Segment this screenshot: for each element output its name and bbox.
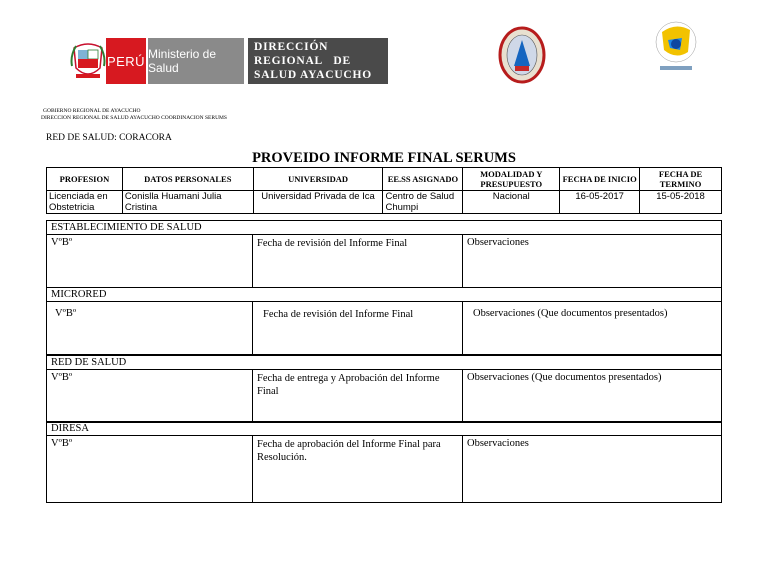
- fecha-field: Fecha de revisión del Informe Final: [253, 235, 463, 287]
- section-title: RED DE SALUD: [47, 356, 721, 370]
- header-datos-personales: DATOS PERSONALES: [122, 168, 253, 191]
- table-row: [47, 191, 722, 214]
- cell-modalidad: Nacional: [463, 191, 560, 214]
- header-universidad: UNIVERSIDAD: [253, 168, 383, 191]
- regional-emblem-icon: [497, 26, 547, 84]
- header-fecha-termino: FECHA DE TERMINO: [640, 168, 722, 191]
- section-title: MICRORED: [47, 288, 721, 302]
- vb-field: VºBº: [47, 235, 253, 287]
- section-microred: [46, 287, 722, 355]
- coat-of-arms-icon: [70, 38, 106, 84]
- header-modalidad: MODALIDAD Y PRESUPUESTO: [463, 168, 560, 191]
- serums-info-table: [46, 167, 722, 214]
- vb-field: VºBº: [47, 370, 253, 422]
- observaciones-field: Observaciones (Que documentos presentados): [473, 308, 668, 319]
- cell-eess: Centro de Salud Chumpi: [383, 191, 463, 214]
- cell-fecha-termino: 15-05-2018: [640, 191, 722, 214]
- section-title: DIRESA: [47, 422, 721, 436]
- cell-fecha-inicio: 16-05-2017: [560, 191, 640, 214]
- red-de-salud-label: RED DE SALUD: CORACORA: [46, 133, 172, 143]
- cell-profesion: Licenciada en Obstetricia: [47, 191, 123, 214]
- header-profesion: PROFESION: [47, 168, 123, 191]
- cell-datos-personales: Conislla Huamani Julia Cristina: [122, 191, 253, 214]
- peru-label: PERÚ: [106, 38, 146, 84]
- vb-field: VºBº: [47, 302, 253, 354]
- document-title: PROVEIDO INFORME FINAL SERUMS: [252, 150, 516, 166]
- observaciones-field: Observaciones: [467, 438, 529, 449]
- observaciones-field: Observaciones (Que documentos presentados): [467, 372, 662, 383]
- ayacucho-map-emblem-icon: [652, 18, 700, 78]
- government-header: GOBIERNO REGIONAL DE AYACUCHO DIRECCION REGIONAL DE SALUD AYACUCHO COORDINACION SERUMS: [41, 108, 227, 121]
- cell-universidad: Universidad Privada de Ica: [253, 191, 383, 214]
- section-red-de-salud: [46, 355, 722, 423]
- direction-label: DIRECCIÓN REGIONAL DE SALUD AYACUCHO: [248, 38, 388, 84]
- section-diresa: [46, 421, 722, 503]
- ministry-label: Ministerio de Salud: [148, 38, 244, 84]
- header-fecha-inicio: FECHA DE INICIO: [560, 168, 640, 191]
- peru-ministry-logo: [70, 38, 410, 84]
- table-header-row: [47, 168, 722, 191]
- fecha-field: Fecha de aprobación del Informe Final para Resolución.: [253, 436, 463, 502]
- section-establecimiento: [46, 220, 722, 288]
- header-eess-asignado: EE.SS ASIGNADO: [383, 168, 463, 191]
- section-title: ESTABLECIMIENTO DE SALUD: [47, 221, 721, 235]
- observaciones-field: Observaciones: [467, 237, 529, 248]
- vb-field: VºBº: [47, 436, 253, 502]
- fecha-field: Fecha de entrega y Aprobación del Informe Final: [253, 370, 463, 422]
- fecha-field: Fecha de revisión del Informe Final: [253, 302, 463, 354]
